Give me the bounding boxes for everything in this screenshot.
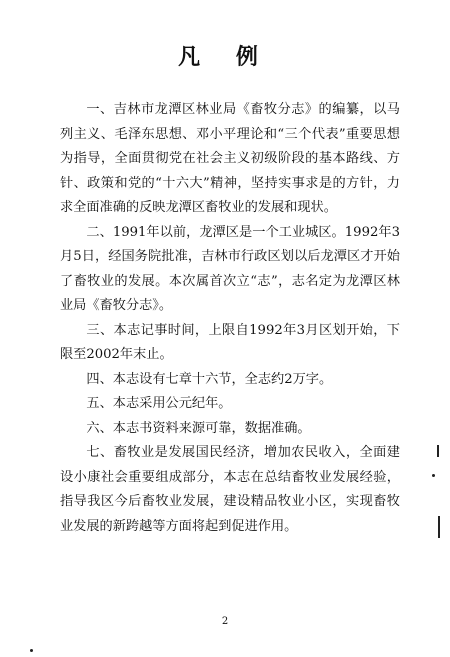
paragraph-7: 七、畜牧业是发展国民经济，增加农民收入，全面建设小康社会重要组成部分，本志在总结畜牧业发展经验，指导我区今后畜牧业发展，建设精品牧业小区，实现畜牧业发展的新跨越等方面将起到促进作用。 bbox=[60, 445, 400, 534]
scan-mark bbox=[438, 516, 440, 538]
paragraph-2: 二、1991年以前，龙潭区是一个工业城区。1992年3月5日，经国务院批准，吉林市行政区划以后龙潭区才开始了畜牧业的发展。本次属首次立“志”，志名定为龙潭区林业局《畜牧分志》。 bbox=[60, 224, 400, 313]
paragraph-1: 一、吉林市龙潭区林业局《畜牧分志》的编纂，以马列主义、毛泽东思想、邓小平理论和“三个代表”重要思想为指导，全面贯彻党在社会主义初级阶段的基本路线、方针、政策和党的“十六大”精神，坚持实事求是的方针，力求全面准确的反映龙潭区畜牧业的发展和现状。 bbox=[60, 102, 400, 215]
paragraph-3: 三、本志记事时间，上限自1992年3月区划开始，下限至2002年末止。 bbox=[60, 322, 400, 362]
paragraph-4: 四、本志设有七章十六节，全志约2万字。 bbox=[86, 371, 333, 387]
document-body bbox=[60, 98, 400, 539]
scan-speck bbox=[432, 474, 435, 477]
paragraph-6: 六、本志书资料来源可靠，数据准确。 bbox=[86, 420, 311, 436]
page-title: 凡 例 bbox=[178, 44, 272, 70]
scan-speck bbox=[30, 649, 33, 652]
page-number: 2 bbox=[221, 616, 229, 627]
paragraph-5: 五、本志采用公元纪年。 bbox=[86, 396, 232, 411]
scan-mark bbox=[437, 445, 439, 457]
